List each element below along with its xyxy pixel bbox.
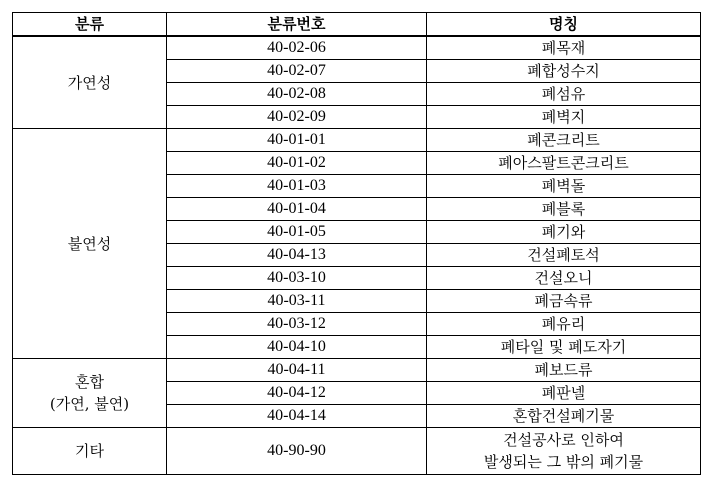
code-cell: 40-03-12 [167,313,427,336]
code-cell: 40-04-14 [167,405,427,428]
code-cell: 40-01-01 [167,129,427,152]
table-row [13,129,701,152]
code-cell: 40-90-90 [167,428,427,475]
category-label: 혼합 [75,373,104,391]
header-category: 분류 [13,13,167,37]
category-label: (가연, 불연) [49,395,130,413]
category-cell [13,359,167,428]
code-cell: 40-01-04 [167,198,427,221]
code-cell: 40-01-03 [167,175,427,198]
code-cell: 40-01-05 [167,221,427,244]
code-cell: 40-03-11 [167,290,427,313]
name-cell: 건설폐토석 [427,244,701,267]
category-label: 기타 [75,442,104,460]
code-cell: 40-01-02 [167,152,427,175]
table-row [13,359,701,382]
table-body [13,36,701,475]
name-cell: 폐기와 [427,221,701,244]
name-cell: 폐유리 [427,313,701,336]
name-cell: 폐금속류 [427,290,701,313]
name-cell: 폐블록 [427,198,701,221]
table-header-row [13,13,701,37]
code-cell: 40-03-10 [167,267,427,290]
code-cell: 40-02-08 [167,83,427,106]
table-row [13,36,701,60]
name-cell: 폐아스팔트콘크리트 [427,152,701,175]
name-cell: 폐판넬 [427,382,701,405]
name-cell: 폐목재 [427,36,701,60]
name-line: 건설공사로 인하여 [503,431,624,449]
name-cell: 폐타일 및 폐도자기 [427,336,701,359]
category-label: 불연성 [67,234,112,253]
code-cell: 40-02-06 [167,36,427,60]
code-cell: 40-04-13 [167,244,427,267]
name-cell: 폐벽지 [427,106,701,129]
name-line: 발생되는 그 밖의 폐기물 [483,453,644,471]
category-cell [13,428,167,475]
name-cell: 폐보드류 [427,359,701,382]
name-cell: 폐섬유 [427,83,701,106]
table-row [13,428,701,475]
name-cell: 폐합성수지 [427,60,701,83]
code-cell: 40-04-11 [167,359,427,382]
name-cell [427,428,701,475]
category-cell [13,129,167,359]
header-code: 분류번호 [167,13,427,37]
waste-classification-table-container [12,12,701,475]
code-cell: 40-02-09 [167,106,427,129]
name-cell: 혼합건설폐기물 [427,405,701,428]
code-cell: 40-04-10 [167,336,427,359]
category-label: 가연성 [67,73,112,92]
category-cell [13,36,167,129]
waste-classification-table [12,12,701,475]
name-cell: 폐벽돌 [427,175,701,198]
code-cell: 40-02-07 [167,60,427,83]
name-cell: 폐콘크리트 [427,129,701,152]
code-cell: 40-04-12 [167,382,427,405]
header-name: 명칭 [427,13,701,37]
name-cell: 건설오니 [427,267,701,290]
